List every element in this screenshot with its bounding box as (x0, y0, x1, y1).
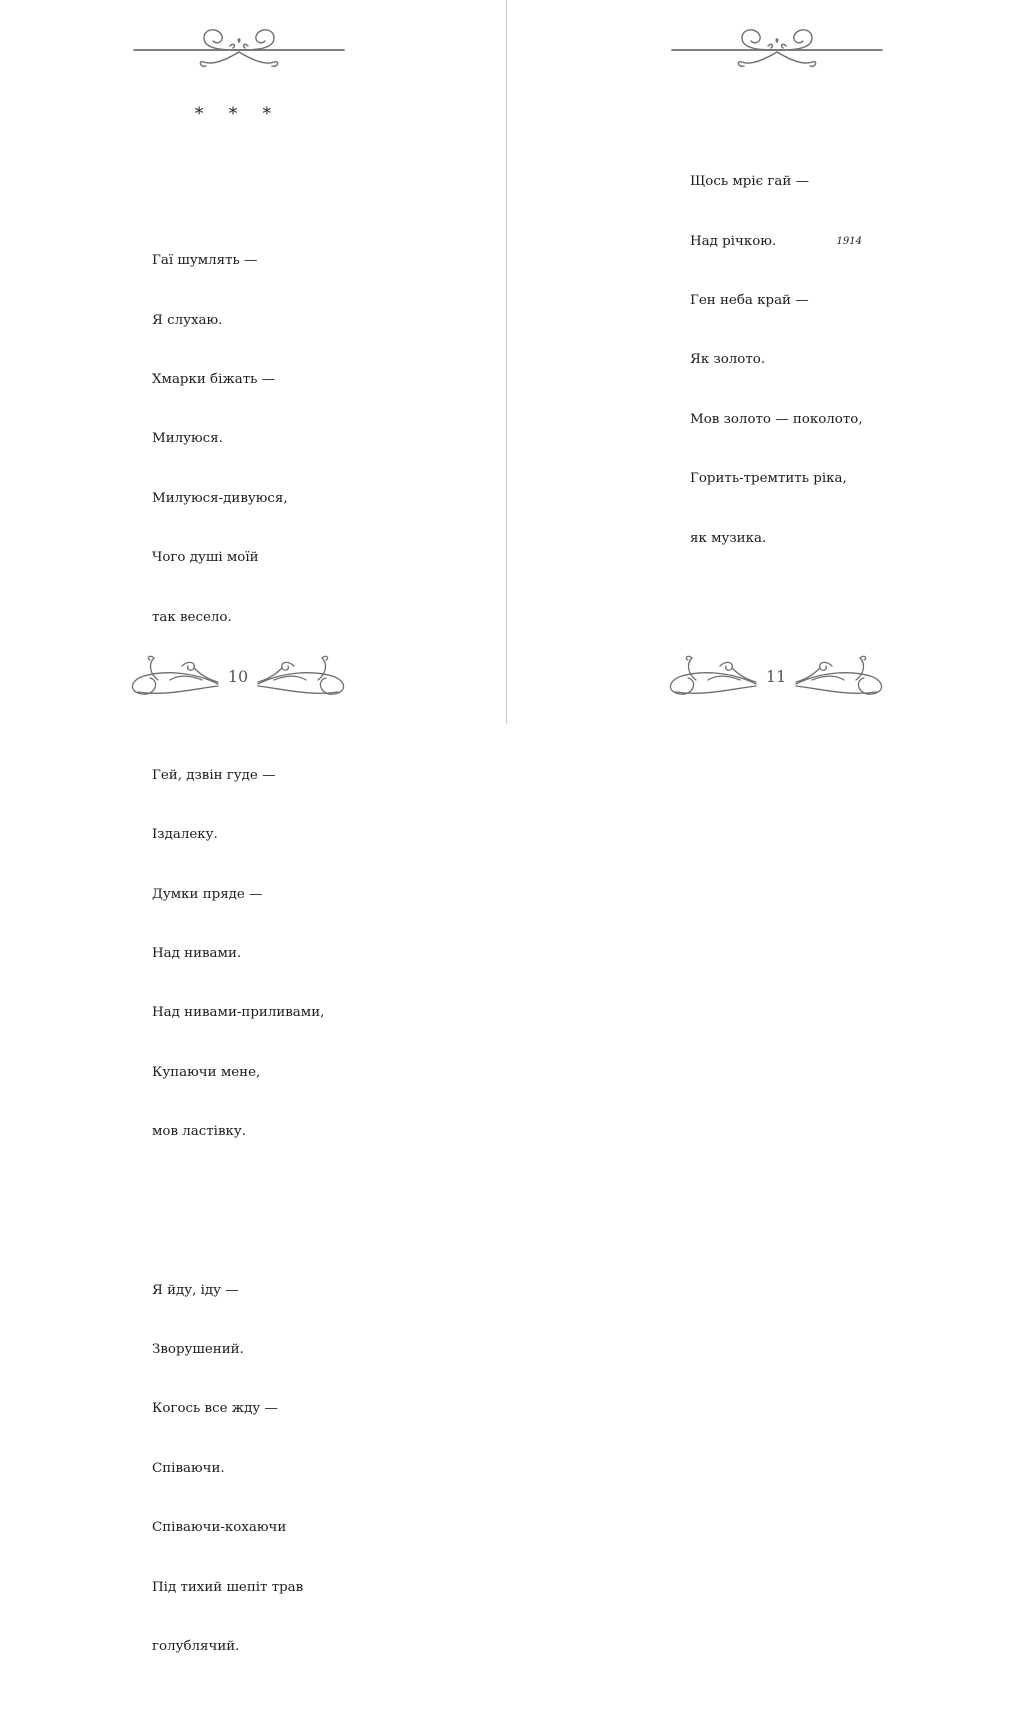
book-gutter (506, 0, 507, 724)
poem-line: Я йду, іду — (152, 1282, 239, 1298)
poem-line: Над нивами. (152, 946, 242, 962)
poem-line: Над річкою. (690, 233, 777, 249)
poem-line: Над нивами-приливами, (152, 1005, 325, 1021)
poem-text (152, 172, 324, 1736)
poem-line: Гей, дзвін гуде — (152, 767, 276, 783)
poem-line: Іздалеку. (152, 827, 218, 843)
poem-line: Під тихий шепіт трав (152, 1579, 304, 1595)
poem-line: Зворушений. (152, 1342, 244, 1358)
stanza (152, 726, 324, 1181)
page-footer (124, 650, 352, 700)
flourish-left-icon (124, 650, 220, 700)
poem-line: Співаючи. (152, 1460, 225, 1476)
poem-line: Як золото. (690, 352, 766, 368)
stanza (152, 212, 324, 667)
stanza (690, 133, 863, 588)
poem-line: Щось мріє гай — (690, 174, 809, 190)
poem-date: 1914 (836, 236, 862, 247)
poem-line: Купаючи мене, (152, 1064, 261, 1080)
page-footer (662, 650, 890, 700)
poem-line: Хмарки біжать — (152, 371, 276, 387)
flourish-right-icon (256, 650, 352, 700)
poem-line: Я слухаю. (152, 312, 223, 328)
poem-line: Когось все жду — (152, 1401, 278, 1417)
flourish-right-icon (794, 650, 890, 700)
scroll-ornament-icon (672, 24, 882, 74)
section-asterisks: * * * (194, 104, 282, 124)
poem-line: Ген неба край — (690, 292, 809, 308)
poem-line: Гаї шумлять — (152, 253, 258, 269)
poem-line: Думки пряде — (152, 886, 263, 902)
poem-line: голублячий. (152, 1638, 240, 1654)
scroll-ornament-icon (134, 24, 344, 74)
poem-line: Милуюся-дивуюся, (152, 490, 288, 506)
page-number: 10 (227, 667, 249, 686)
poem-line: Мов золото — поколото, (690, 411, 863, 427)
poem-line: мов ластівку. (152, 1124, 246, 1140)
poem-line: так весело. (152, 609, 232, 625)
page-number: 11 (765, 667, 787, 686)
poem-line: Горить-тремтить ріка, (690, 471, 847, 487)
stanza (152, 1241, 324, 1696)
poem-line: Співаючи-кохаючи (152, 1520, 287, 1536)
poem-text (690, 93, 863, 628)
poem-line: як музика. (690, 530, 767, 546)
page-left (0, 0, 508, 1654)
page-right (508, 0, 1016, 724)
poem-line: Чого душі моїй (152, 550, 259, 566)
poem-line: Милуюся. (152, 431, 223, 447)
flourish-left-icon (662, 650, 758, 700)
